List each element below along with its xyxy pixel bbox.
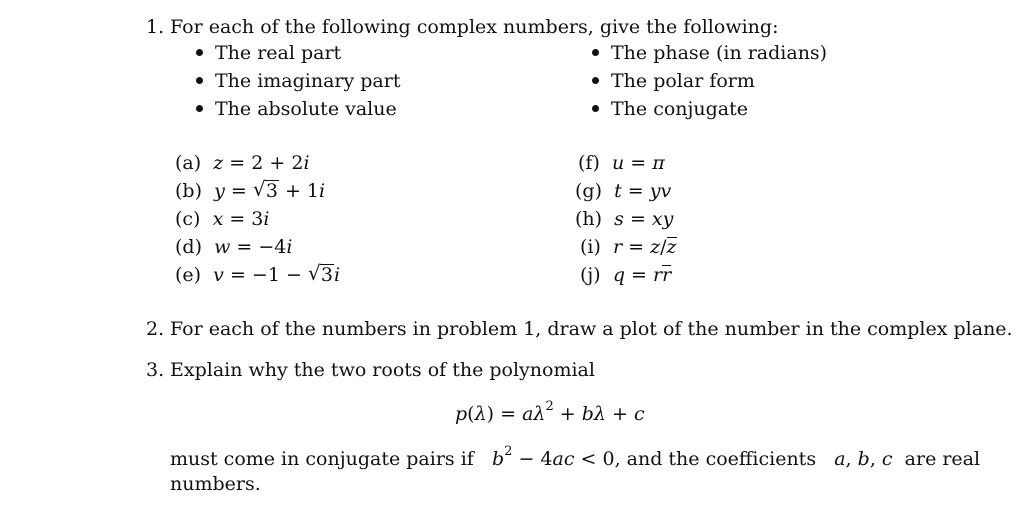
bullet-icon (196, 105, 203, 112)
bullet-icon (592, 105, 599, 112)
bullet-conjugate: The conjugate (592, 97, 748, 121)
item-e-equation: v = −1 − √ 3i (213, 261, 341, 286)
item-j-equation: q = rr (612, 264, 672, 286)
problem-3-tail-line-1: must come in conjugate pairs if $b^2 - 4ac < 0$, and the coefficients a, b, c are real (170, 444, 981, 470)
item-f-equation: u = π (611, 152, 665, 174)
item-a-equation: z = 2 + 2i (213, 152, 310, 174)
item-i: (i) r = z/z (580, 236, 677, 258)
problem-1-intro: For each of the following complex numbers, give the following: (170, 16, 779, 38)
item-e: (e) v = −1 − √ 3i (175, 261, 341, 286)
problem-2-text: For each of the numbers in problem 1, draw a plot of the number in the complex plane. (170, 318, 1013, 340)
problem-3-text: Explain why the two roots of the polynomial (170, 359, 595, 381)
item-h-equation: s = xy (614, 208, 674, 230)
item-c-equation: x = 3i (212, 208, 270, 230)
item-a: (a) z = 2 + 2i (175, 152, 310, 174)
polynomial-equation: $p(\lambda) = a\lambda^2 + b\lambda + c$ (455, 399, 645, 425)
item-b: (b) y = √ 3 + 1i (175, 177, 326, 202)
problem-3-number: 3. (146, 359, 165, 381)
coefficients-list: a, b, c (834, 448, 893, 470)
bullet-phase: The phase (in radians) (592, 41, 827, 65)
item-g: (g) t = yv (575, 180, 672, 202)
item-d: (d) w = −4i (175, 236, 293, 258)
item-c: (c) x = 3i (175, 208, 270, 230)
discriminant-condition: $b^2 - 4ac < 0$ (491, 444, 615, 470)
item-b-equation: y = √ 3 + 1i (214, 177, 326, 202)
bullet-icon (196, 49, 203, 56)
item-g-equation: t = yv (614, 180, 672, 202)
item-h: (h) s = xy (575, 208, 674, 230)
problem-2-number: 2. (146, 318, 165, 340)
item-i-equation: r = z/z (613, 236, 677, 258)
bullet-icon (592, 77, 599, 84)
bullet-absolute-value: The absolute value (196, 97, 397, 121)
bullet-icon (592, 49, 599, 56)
bullet-polar-form: The polar form (592, 69, 755, 93)
item-f: (f) u = π (578, 152, 665, 174)
item-d-equation: w = −4i (214, 236, 293, 258)
bullet-real-part: The real part (196, 41, 341, 65)
problem-1-number: 1. (146, 16, 165, 38)
bullet-icon (196, 77, 203, 84)
item-j: (j) q = rr (580, 264, 672, 286)
bullet-imaginary-part: The imaginary part (196, 69, 400, 93)
problem-3-tail-line-2: numbers. (170, 473, 261, 495)
